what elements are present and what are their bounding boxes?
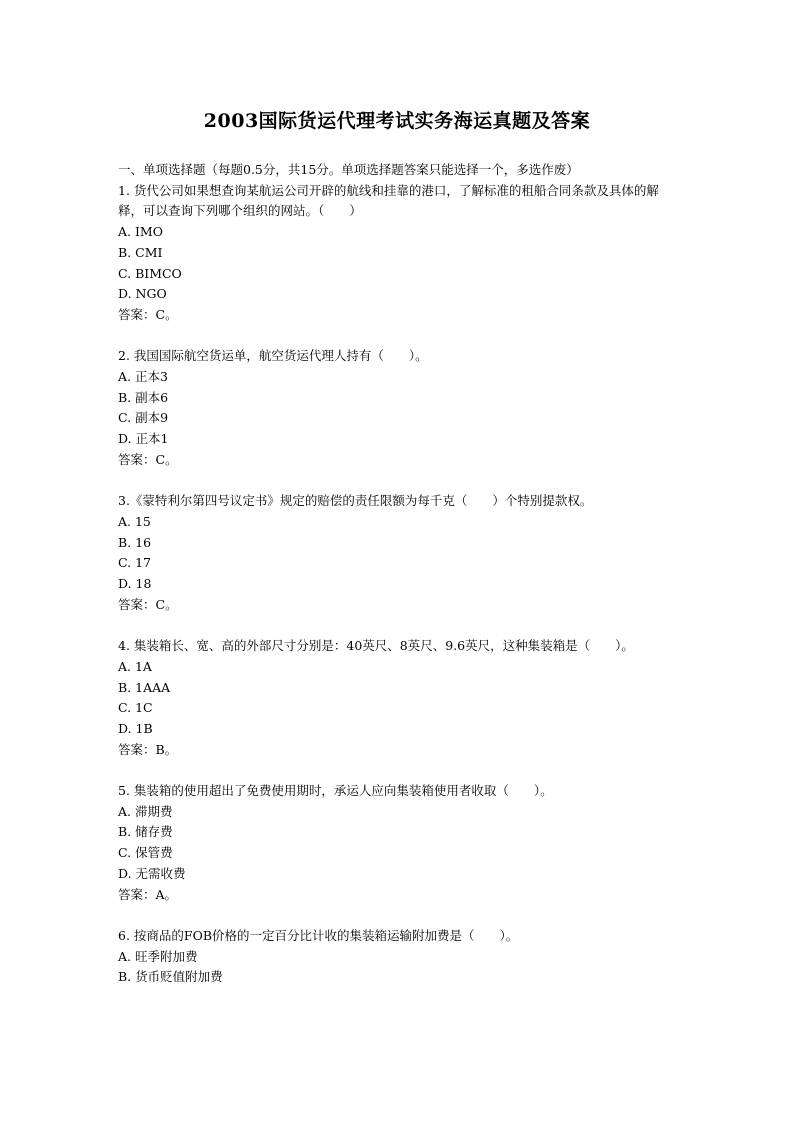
question-stem: 4. 集装箱长、宽、高的外部尺寸分别是：40英尺、8英尺、9.6英尺，这种集装箱是（ ）。 <box>118 638 634 654</box>
answer-line: 答案：B。 <box>118 741 178 757</box>
option-b: B. CMI <box>118 244 163 260</box>
question-block <box>118 181 678 326</box>
spacer <box>118 905 678 926</box>
option-a: A. 15 <box>118 513 151 529</box>
option-a: A. 正本3 <box>118 369 168 385</box>
question-block <box>118 926 678 988</box>
option-d: D. 无需收费 <box>118 865 186 881</box>
spacer <box>118 615 678 636</box>
option-c: C. 17 <box>118 555 151 571</box>
question-block <box>118 346 678 470</box>
option-a: A. 滞期费 <box>118 803 173 819</box>
question-stem: 5. 集装箱的使用超出了免费使用期时，承运人应向集装箱使用者收取（ ）。 <box>118 783 553 799</box>
option-b: B. 货币贬值附加费 <box>118 969 223 985</box>
option-b: B. 储存费 <box>118 824 173 840</box>
answer-line: 答案：C。 <box>118 596 178 612</box>
question-stem: 1. 货代公司如果想查询某航运公司开辟的航线和挂靠的港口，了解标准的租船合同条款及具体的解释，可以查询下列哪个组织的网站。（ ） <box>118 182 659 219</box>
question-block <box>118 491 678 615</box>
option-c: C. BIMCO <box>118 265 182 281</box>
option-c: C. 保管费 <box>118 845 173 861</box>
spacer <box>118 326 678 347</box>
option-d: D. NGO <box>118 286 167 302</box>
document-body <box>118 160 678 988</box>
section-header: 一、单项选择题（每题0.5分，共15分。单项选择题答案只能选择一个，多选作废） <box>118 162 579 177</box>
option-b: B. 16 <box>118 534 152 550</box>
option-d: D. 18 <box>118 576 152 592</box>
spacer <box>118 471 678 492</box>
option-a: A. IMO <box>118 224 163 240</box>
question-stem: 2. 我国国际航空货运单，航空货运代理人持有（ ）。 <box>118 348 428 364</box>
answer-line: 答案：A。 <box>118 886 178 902</box>
option-d: D. 1B <box>118 720 153 736</box>
option-b: B. 1AAA <box>118 679 171 695</box>
question-block <box>118 781 678 905</box>
option-b: B. 副本6 <box>118 389 169 405</box>
option-c: C. 副本9 <box>118 410 169 426</box>
question-block <box>118 636 678 760</box>
question-stem: 3.《蒙特利尔第四号议定书》规定的赔偿的责任限额为每千克（ ）个特别提款权。 <box>118 493 593 509</box>
answer-line: 答案：C。 <box>118 451 178 467</box>
option-a: A. 旺季附加费 <box>118 948 198 964</box>
spacer <box>118 760 678 781</box>
option-d: D. 正本1 <box>118 431 169 447</box>
answer-line: 答案：C。 <box>118 306 178 322</box>
option-a: A. 1A <box>118 658 152 674</box>
option-c: C. 1C <box>118 700 153 716</box>
question-stem: 6. 按商品的FOB价格的一定百分比计收的集装箱运输附加费是（ ）。 <box>118 927 519 943</box>
document-title: 2003国际货运代理考试实务海运真题及答案 <box>203 110 591 132</box>
